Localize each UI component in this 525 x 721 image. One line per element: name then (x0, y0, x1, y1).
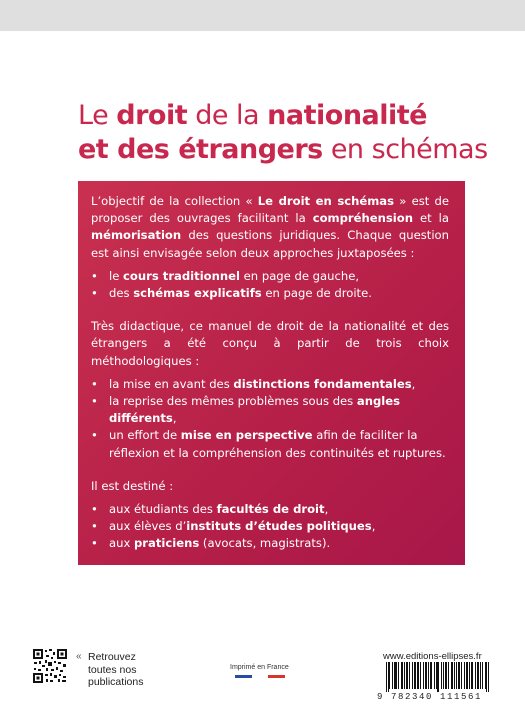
barcode-bar (388, 662, 389, 692)
barcode-bar (415, 662, 416, 689)
barcode-bar (409, 662, 410, 689)
emphasis-text: compréhension (312, 211, 413, 226)
list-item (91, 376, 449, 393)
barcode-bar (456, 662, 457, 689)
barcode-bar (423, 662, 424, 689)
barcode-bar (443, 662, 444, 689)
body-text: des (109, 286, 134, 301)
body-text: aux élèves d’ (109, 519, 187, 534)
barcode-icon (386, 662, 491, 692)
audience-list (91, 501, 449, 553)
barcode-bar (407, 662, 408, 689)
barcode-bar (452, 662, 453, 689)
barcode-bar (395, 662, 396, 689)
barcode-bar (482, 662, 483, 689)
body-text: des questions juridiques. Chaque question est ainsi envisagée selon deux approches juxtaposées : (91, 228, 449, 260)
barcode-bar (401, 662, 402, 689)
emphasis-text: facultés de droit (216, 502, 325, 517)
publications-link-label: Retrouvez toutes nos publications (88, 651, 144, 688)
barcode-bar (431, 662, 432, 689)
barcode-bar (488, 662, 489, 692)
barcode-bar (430, 662, 431, 689)
list-item (91, 268, 449, 285)
publications-link[interactable] (76, 651, 156, 689)
body-text: aux étudiants des (109, 502, 217, 517)
body-text: en page de gauche, (239, 268, 360, 283)
body-text: , (411, 376, 416, 391)
body-text: et la (412, 211, 449, 226)
barcode-bar (469, 662, 470, 689)
barcode-bar (445, 662, 446, 689)
publisher-website[interactable]: www.editions-ellipses.fr (383, 651, 482, 662)
body-text: , (371, 519, 376, 534)
barcode-bar (404, 662, 405, 689)
method-list (91, 376, 449, 462)
barcode-bar (478, 662, 479, 689)
body-text: Le (78, 100, 117, 131)
barcode-bar (454, 662, 455, 689)
blurb-paragraph-2 (91, 318, 449, 370)
body-text: un effort de (109, 428, 181, 443)
body-text: en schémas (322, 134, 488, 165)
barcode-bar (472, 662, 473, 689)
list-item (91, 427, 449, 461)
barcode-bar (475, 662, 476, 689)
emphasis-text: instituts d’études politiques (186, 519, 372, 534)
back-cover-blurb (78, 181, 465, 565)
barcode-bar (412, 662, 413, 689)
title-line-1 (78, 99, 518, 133)
isbn-number: 9 782340 111561 (377, 692, 483, 702)
list-item (91, 285, 449, 302)
body-text: Il est destiné : (91, 478, 174, 493)
barcode-bar (417, 662, 418, 689)
barcode-bar (466, 662, 467, 689)
body-text: , (324, 502, 329, 517)
barcode-bar (425, 662, 426, 689)
body-text: » est de proposer des ouvrages facilitant la (91, 194, 449, 226)
qr-code-icon[interactable] (32, 648, 68, 684)
emphasis-text: distinctions fondamentales (233, 376, 412, 391)
list-item (91, 393, 449, 427)
blurb-paragraph-1 (91, 193, 449, 262)
barcode-bar (406, 662, 407, 689)
barcode-bar (464, 662, 465, 689)
barcode-bar (461, 662, 462, 689)
barcode-bar (448, 662, 449, 689)
approaches-list (91, 268, 449, 302)
barcode-bar (434, 662, 435, 689)
chevron-left-icon: « (76, 651, 82, 662)
barcode-bar (386, 662, 387, 692)
barcode-bar (414, 662, 415, 689)
body-text: Très didactique, ce manuel de droit de la nationalité et des étrangers a été conçu à partir de trois choix méthodologiques : (91, 319, 449, 368)
list-item (91, 535, 449, 552)
barcode-bar (436, 662, 437, 689)
top-band (0, 0, 525, 31)
emphasis-text: nationalité (267, 100, 427, 131)
barcode-bar (394, 662, 395, 689)
barcode-bar (441, 662, 442, 689)
blurb-paragraph-3 (91, 478, 449, 495)
barcode-bar (420, 662, 421, 689)
barcode-bar (458, 662, 459, 689)
barcode-bar (392, 662, 393, 689)
emphasis-text: droit (116, 100, 188, 131)
french-flag-icon (235, 675, 285, 678)
barcode-bar (471, 662, 472, 689)
body-text: la mise en avant des (109, 376, 234, 391)
barcode-bar (389, 662, 390, 689)
barcode-bar (398, 662, 399, 689)
barcode-bar (418, 662, 419, 689)
barcode-bar (467, 662, 468, 689)
body-text: , (172, 411, 177, 426)
body-text: afin de faciliter la réflexion et la compréhension des continuités et ruptures. (109, 428, 446, 460)
barcode-bar (402, 662, 403, 689)
body-text: (avocats, magistrats). (199, 536, 331, 551)
barcode-bar (459, 662, 460, 689)
barcode-bar (438, 662, 439, 692)
list-item (91, 518, 449, 535)
body-text: aux (109, 536, 134, 551)
barcode-bar (486, 662, 487, 692)
barcode-bar (446, 662, 447, 689)
body-text: en page de droite. (261, 286, 372, 301)
title-line-2 (78, 133, 518, 167)
book-title (78, 99, 518, 167)
emphasis-text: angles différents (109, 394, 401, 426)
emphasis-text: et des étrangers (78, 134, 323, 165)
body-text: la reprise des mêmes problèmes sous des (109, 394, 357, 409)
emphasis-text: schémas explicatifs (133, 286, 262, 301)
printed-in-label: Imprimé en France (230, 664, 289, 671)
barcode-bar (396, 662, 397, 689)
emphasis-text: praticiens (134, 536, 200, 551)
emphasis-text: mise en perspective (180, 428, 313, 443)
barcode-bar (437, 662, 438, 692)
body-text: le (109, 268, 124, 283)
emphasis-text: Le droit en schémas (257, 194, 395, 208)
barcode-bar (480, 662, 481, 689)
body-text: de la (187, 100, 268, 131)
emphasis-text: mémorisation (91, 228, 182, 243)
barcode-bar (426, 662, 427, 689)
barcode-bar (451, 662, 452, 689)
barcode-bar (485, 662, 486, 689)
barcode-bar (477, 662, 478, 689)
barcode-bar (428, 662, 429, 689)
emphasis-text: cours traditionnel (123, 268, 240, 283)
list-item (91, 501, 449, 518)
body-text: L’objectif de la collection « (91, 194, 258, 208)
